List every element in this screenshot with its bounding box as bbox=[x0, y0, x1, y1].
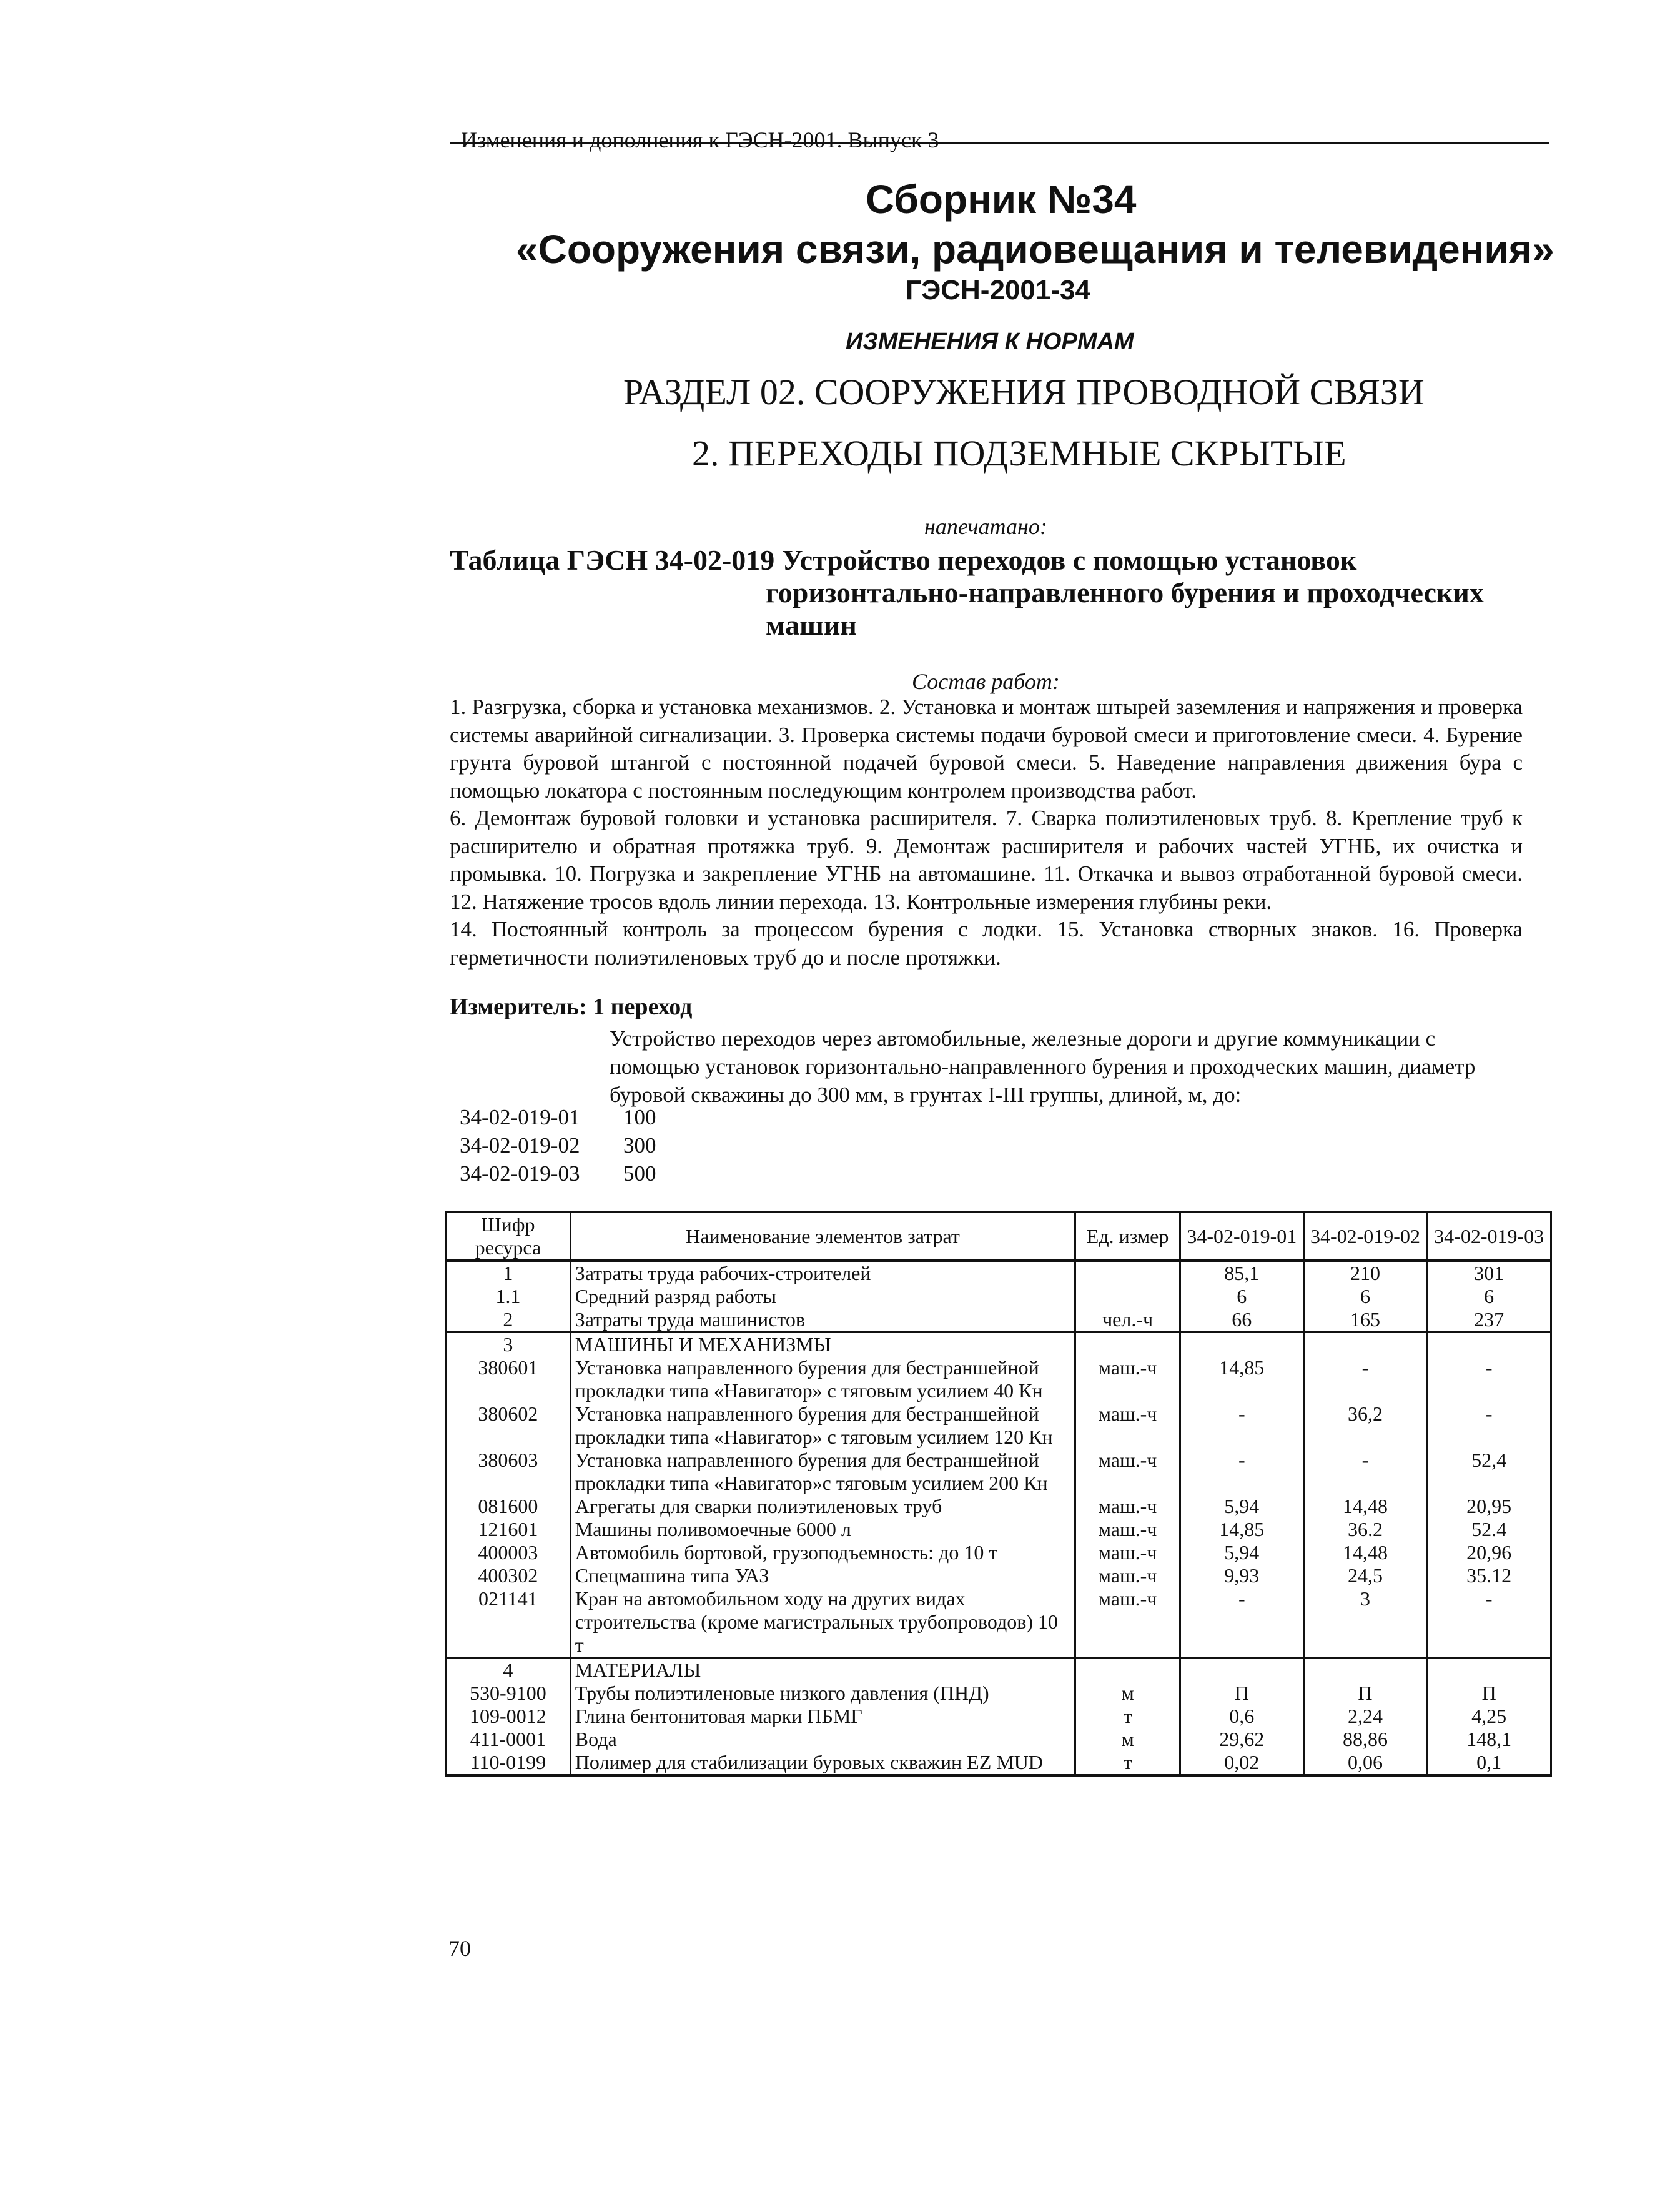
cell-code: 380602 bbox=[446, 1402, 571, 1449]
cell-name: Затраты труда машинистов bbox=[570, 1308, 1075, 1332]
cell-code: 530-9100 bbox=[446, 1682, 571, 1705]
header-col2: 34-02-019-02 bbox=[1303, 1212, 1427, 1261]
cell-code: 109-0012 bbox=[446, 1705, 571, 1728]
meter: Измеритель: 1 переход bbox=[450, 994, 693, 1020]
table-group-row bbox=[446, 1658, 1551, 1682]
table-row bbox=[446, 1682, 1551, 1705]
cell-v3 bbox=[1427, 1658, 1551, 1682]
work-paragraph: 14. Постоянный контроль за процессом бурения с лодки. 15. Установка створных знаков. 16. Проверка герметичности полиэтиленовых труб до и после протяжки. bbox=[450, 917, 1523, 970]
cell-unit: маш.-ч bbox=[1075, 1356, 1180, 1402]
cell-unit bbox=[1075, 1261, 1180, 1285]
cell-code: 400003 bbox=[446, 1541, 571, 1564]
cell-unit: м bbox=[1075, 1682, 1180, 1705]
table-group-row bbox=[446, 1332, 1551, 1357]
cell-name: Глина бентонитовая марки ПБМГ bbox=[570, 1705, 1075, 1728]
cell-unit: т bbox=[1075, 1751, 1180, 1775]
cell-name: Спецмашина типа УАЗ bbox=[570, 1564, 1075, 1587]
cell-v1: 14,85 bbox=[1180, 1518, 1303, 1541]
norm-code-row bbox=[460, 1159, 656, 1188]
table-row bbox=[446, 1587, 1551, 1658]
cell-name: Автомобиль бортовой, грузоподъемность: до 10 т bbox=[570, 1541, 1075, 1564]
cell-v1: 29,62 bbox=[1180, 1728, 1303, 1751]
changes-label: ИЗМЕНЕНИЯ К НОРМАМ bbox=[846, 329, 1134, 355]
table-row bbox=[446, 1308, 1551, 1332]
header-name: Наименование элементов затрат bbox=[570, 1212, 1075, 1261]
cell-v1 bbox=[1180, 1332, 1303, 1357]
cell-v3: - bbox=[1427, 1356, 1551, 1402]
norm-length: 100 bbox=[623, 1105, 656, 1129]
cell-code: 3 bbox=[446, 1332, 571, 1357]
section-heading: РАЗДЕЛ 02. СООРУЖЕНИЯ ПРОВОДНОЙ СВЯЗИ bbox=[623, 372, 1425, 412]
cell-name: Трубы полиэтиленовые низкого давления (ПНД) bbox=[570, 1682, 1075, 1705]
work-composition bbox=[450, 693, 1523, 971]
cell-v2: 0,06 bbox=[1303, 1751, 1427, 1775]
header-unit: Ед. измер bbox=[1075, 1212, 1180, 1261]
cell-unit: маш.-ч bbox=[1075, 1402, 1180, 1449]
cell-code: 2 bbox=[446, 1308, 571, 1332]
cell-v2: - bbox=[1303, 1356, 1427, 1402]
norm-code: 34-02-019-01 bbox=[460, 1105, 580, 1129]
table-row bbox=[446, 1495, 1551, 1518]
table-title-line1: Таблица ГЭСН 34-02-019 Устройство переходов с помощью установок bbox=[450, 544, 1357, 576]
cell-code: 121601 bbox=[446, 1518, 571, 1541]
cell-name: Вода bbox=[570, 1728, 1075, 1751]
norm-codes bbox=[460, 1103, 656, 1188]
header-col3: 34-02-019-03 bbox=[1427, 1212, 1551, 1261]
table-title-line3: машин bbox=[766, 609, 857, 641]
cell-code: 021141 bbox=[446, 1587, 571, 1658]
cell-unit: маш.-ч bbox=[1075, 1449, 1180, 1495]
subsection-heading: 2. ПЕРЕХОДЫ ПОДЗЕМНЫЕ СКРЫТЫЕ bbox=[692, 433, 1346, 474]
cell-name: Затраты труда рабочих-строителей bbox=[570, 1261, 1075, 1285]
cell-v3: 6 bbox=[1427, 1285, 1551, 1308]
cell-unit bbox=[1075, 1332, 1180, 1357]
cell-v1: 5,94 bbox=[1180, 1495, 1303, 1518]
cell-v2: 24,5 bbox=[1303, 1564, 1427, 1587]
cell-v2: 36.2 bbox=[1303, 1518, 1427, 1541]
cell-unit: маш.-ч bbox=[1075, 1495, 1180, 1518]
cell-unit: маш.-ч bbox=[1075, 1564, 1180, 1587]
cell-unit bbox=[1075, 1658, 1180, 1682]
work-heading: Состав работ: bbox=[912, 669, 1060, 694]
table-row bbox=[446, 1261, 1551, 1285]
cell-v2: 14,48 bbox=[1303, 1541, 1427, 1564]
cell-v1: - bbox=[1180, 1402, 1303, 1449]
cell-name: Установка направленного бурения для бестраншейной прокладки типа «Навигатор» с тяговым усилием 120 Кн bbox=[570, 1402, 1075, 1449]
collection-name: «Сооружения связи, радиовещания и телевидения» bbox=[516, 227, 1554, 272]
cell-code: 110-0199 bbox=[446, 1751, 571, 1775]
cell-name: Полимер для стабилизации буровых скважин EZ MUD bbox=[570, 1751, 1075, 1775]
cell-code: 1.1 bbox=[446, 1285, 571, 1308]
cell-name: Установка направленного бурения для бестраншейной прокладки типа «Навигатор»с тяговым усилием 200 Кн bbox=[570, 1449, 1075, 1495]
cell-v3 bbox=[1427, 1332, 1551, 1357]
table-row bbox=[446, 1541, 1551, 1564]
cell-v1: 9,93 bbox=[1180, 1564, 1303, 1587]
cell-v2 bbox=[1303, 1658, 1427, 1682]
cell-unit: чел.-ч bbox=[1075, 1308, 1180, 1332]
table-row bbox=[446, 1728, 1551, 1751]
cell-unit: маш.-ч bbox=[1075, 1587, 1180, 1658]
norm-description: Устройство переходов через автомобильные, железные дороги и другие коммуникации с помощью установок горизонтально-направленного бурения и проходческих машин, диаметр буровой скважины до 300 мм, в грунтах I-III группы, длиной, м, до: bbox=[610, 1026, 1476, 1107]
gesn-code: ГЭСН-2001-34 bbox=[906, 275, 1090, 305]
collection-title: Сборник №34 bbox=[866, 177, 1137, 222]
cell-v1: - bbox=[1180, 1449, 1303, 1495]
cell-v1: - bbox=[1180, 1587, 1303, 1658]
cell-v1: 0,02 bbox=[1180, 1751, 1303, 1775]
cell-v2: 6 bbox=[1303, 1285, 1427, 1308]
cell-unit: т bbox=[1075, 1705, 1180, 1728]
cell-v2: - bbox=[1303, 1449, 1427, 1495]
cell-name: Средний разряд работы bbox=[570, 1285, 1075, 1308]
table-row bbox=[446, 1402, 1551, 1449]
running-header: Изменения и дополнения к ГЭСН-2001. Выпуск 3 bbox=[461, 127, 939, 152]
cell-name: МАТЕРИАЛЫ bbox=[570, 1658, 1075, 1682]
table-header-row bbox=[446, 1212, 1551, 1261]
cell-unit: маш.-ч bbox=[1075, 1518, 1180, 1541]
cell-unit bbox=[1075, 1285, 1180, 1308]
norm-code-row bbox=[460, 1131, 656, 1159]
resource-table bbox=[445, 1211, 1552, 1777]
header-rule bbox=[450, 142, 1549, 144]
norm-length: 500 bbox=[623, 1161, 656, 1186]
cell-name: Кран на автомобильном ходу на других видах строительства (кроме магистральных трубопроводов) 10 т bbox=[570, 1587, 1075, 1658]
page-number: 70 bbox=[448, 1936, 471, 1961]
cell-v1: 6 bbox=[1180, 1285, 1303, 1308]
cell-v3: 4,25 bbox=[1427, 1705, 1551, 1728]
cell-v3: 148,1 bbox=[1427, 1728, 1551, 1751]
cell-v1 bbox=[1180, 1658, 1303, 1682]
norm-code: 34-02-019-02 bbox=[460, 1133, 580, 1158]
work-paragraph: 1. Разгрузка, сборка и установка механизмов. 2. Установка и монтаж штырей заземления и напряжения и проверка системы аварийной сигнализации. 3. Проверка системы подачи буровой смеси и приготовление смеси. 4. Бурение грунта буровой штангой с постоянной подачей буровой смеси. 5. Наведение направления движения бура с помощью локатора с постоянным последующим контролем производства работ. bbox=[450, 695, 1523, 803]
table-row bbox=[446, 1518, 1551, 1541]
cell-v1: 0,6 bbox=[1180, 1705, 1303, 1728]
cell-v3: 35.12 bbox=[1427, 1564, 1551, 1587]
cell-v2: П bbox=[1303, 1682, 1427, 1705]
cell-unit: маш.-ч bbox=[1075, 1541, 1180, 1564]
cell-v2 bbox=[1303, 1332, 1427, 1357]
cell-v2: 88,86 bbox=[1303, 1728, 1427, 1751]
cell-v3: 20,95 bbox=[1427, 1495, 1551, 1518]
table-row bbox=[446, 1751, 1551, 1775]
cell-v3: 0,1 bbox=[1427, 1751, 1551, 1775]
norm-code-row bbox=[460, 1103, 656, 1131]
cell-v2: 165 bbox=[1303, 1308, 1427, 1332]
norm-code: 34-02-019-03 bbox=[460, 1161, 580, 1186]
cell-name: Агрегаты для сварки полиэтиленовых труб bbox=[570, 1495, 1075, 1518]
cell-code: 4 bbox=[446, 1658, 571, 1682]
norm-length: 300 bbox=[623, 1133, 656, 1158]
table-row bbox=[446, 1449, 1551, 1495]
table-row bbox=[446, 1705, 1551, 1728]
cell-unit: м bbox=[1075, 1728, 1180, 1751]
cell-name: МАШИНЫ И МЕХАНИЗМЫ bbox=[570, 1332, 1075, 1357]
cell-v3: 52.4 bbox=[1427, 1518, 1551, 1541]
cell-v3: - bbox=[1427, 1587, 1551, 1658]
cell-v3: 52,4 bbox=[1427, 1449, 1551, 1495]
cell-v1: 14,85 bbox=[1180, 1356, 1303, 1402]
cell-v3: 237 bbox=[1427, 1308, 1551, 1332]
cell-v2: 2,24 bbox=[1303, 1705, 1427, 1728]
cell-v1: П bbox=[1180, 1682, 1303, 1705]
cell-v2: 36,2 bbox=[1303, 1402, 1427, 1449]
cell-code: 1 bbox=[446, 1261, 571, 1285]
cell-v3: - bbox=[1427, 1402, 1551, 1449]
cell-v3: 301 bbox=[1427, 1261, 1551, 1285]
table-row bbox=[446, 1285, 1551, 1308]
cell-code: 380601 bbox=[446, 1356, 571, 1402]
table-row bbox=[446, 1356, 1551, 1402]
cell-v3: П bbox=[1427, 1682, 1551, 1705]
cell-v1: 5,94 bbox=[1180, 1541, 1303, 1564]
work-paragraph: 6. Демонтаж буровой головки и установка расширителя. 7. Сварка полиэтиленовых труб. 8. Крепление труб к расширителю и обратная протяжка труб. 9. Демонтаж расширителя и рабочих частей УГНБ, их очистка и промывка. 10. Погрузка и закрепление УГНБ на автомашине. 11. Откачка и вывоз отработанной буровой смеси. 12. Натяжение тросов вдоль линии перехода. 13. Контрольные измерения глубины реки. bbox=[450, 806, 1523, 914]
cell-code: 081600 bbox=[446, 1495, 571, 1518]
cell-v1: 66 bbox=[1180, 1308, 1303, 1332]
cell-name: Установка направленного бурения для бестраншейной прокладки типа «Навигатор» с тяговым усилием 40 Кн bbox=[570, 1356, 1075, 1402]
cell-name: Машины поливомоечные 6000 л bbox=[570, 1518, 1075, 1541]
printed-label: напечатано: bbox=[924, 514, 1047, 539]
header-code: Шифр ресурса bbox=[446, 1212, 571, 1261]
cell-v2: 3 bbox=[1303, 1587, 1427, 1658]
cell-v3: 20,96 bbox=[1427, 1541, 1551, 1564]
table-title-line2: горизонтально-направленного бурения и проходческих bbox=[766, 577, 1484, 608]
table-row bbox=[446, 1564, 1551, 1587]
cell-code: 380603 bbox=[446, 1449, 571, 1495]
cell-v2: 14,48 bbox=[1303, 1495, 1427, 1518]
header-col1: 34-02-019-01 bbox=[1180, 1212, 1303, 1261]
cell-code: 411-0001 bbox=[446, 1728, 571, 1751]
cell-v1: 85,1 bbox=[1180, 1261, 1303, 1285]
cell-v2: 210 bbox=[1303, 1261, 1427, 1285]
cell-code: 400302 bbox=[446, 1564, 571, 1587]
